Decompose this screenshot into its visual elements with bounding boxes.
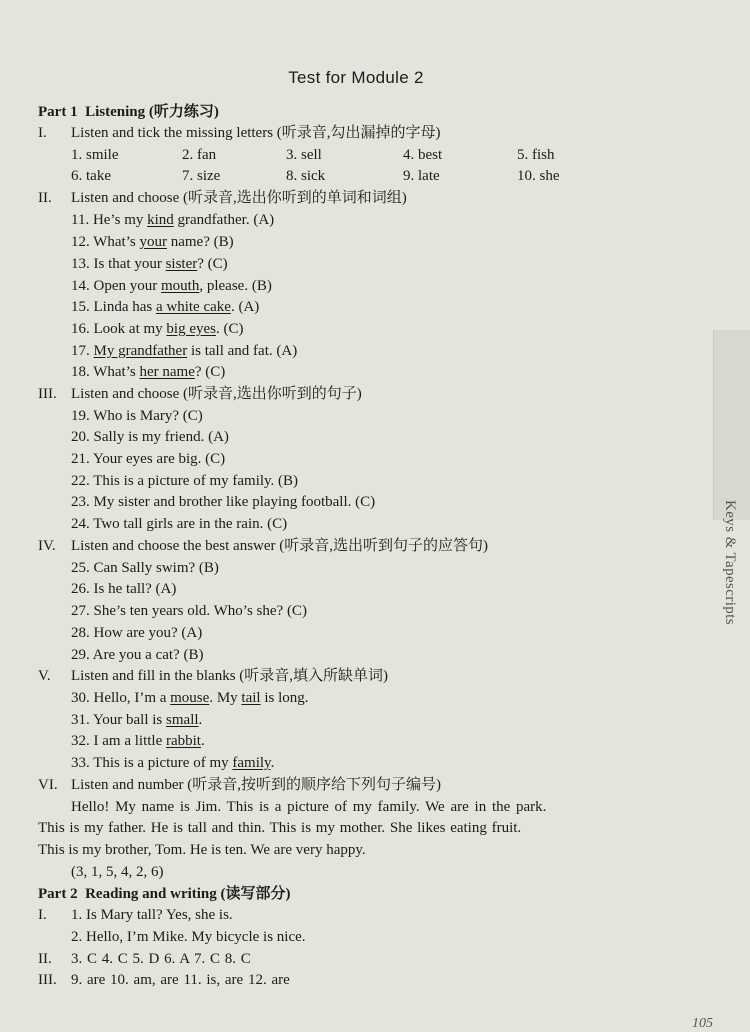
list-item: 10. she	[517, 168, 560, 184]
list-item: 23. My sister and brother like playing football. (C)	[71, 494, 376, 510]
paragraph-line: Hello! My name is Jim. This is a picture of my family. We are in the park.	[71, 799, 547, 815]
list-item: 17. My grandfather is tall and fat. (A)	[71, 343, 298, 359]
part2-num: I.	[38, 907, 47, 923]
list-item: 13. Is that your sister? (C)	[71, 256, 228, 272]
list-item: 7. size	[182, 168, 221, 184]
section-6-num: VI.	[38, 777, 58, 793]
list-item: 30. Hello, I’m a mouse. My tail is long.	[71, 690, 309, 706]
part1-heading: Part 1 Listening (听力练习)	[38, 104, 219, 120]
list-item: 31. Your ball is small.	[71, 712, 203, 728]
list-item: 2. Hello, I’m Mike. My bicycle is nice.	[71, 929, 306, 945]
list-item: 32. I am a little rabbit.	[71, 733, 205, 749]
list-item: 20. Sally is my friend. (A)	[71, 429, 229, 445]
section-1-instruction: Listen and tick the missing letters (听录音,勾出漏掉的字母)	[71, 125, 441, 141]
list-item: 25. Can Sally swim? (B)	[71, 560, 219, 576]
list-item: 9. are 10. am, are 11. is, are 12. are	[71, 972, 290, 988]
list-item: 21. Your eyes are big. (C)	[71, 451, 226, 467]
list-item: 19. Who is Mary? (C)	[71, 408, 203, 424]
list-item: 28. How are you? (A)	[71, 625, 203, 641]
section-1-num: I.	[38, 125, 47, 141]
list-item: 12. What’s your name? (B)	[71, 234, 234, 250]
section-5-instruction: Listen and fill in the blanks (听录音,填入所缺单词)	[71, 668, 389, 684]
section-4-instruction: Listen and choose the best answer (听录音,选出听到句子的应答句)	[71, 538, 489, 554]
list-item: 1. smile	[71, 147, 119, 163]
section-2-instruction: Listen and choose (听录音,选出你听到的单词和词组)	[71, 190, 407, 206]
list-item: 15. Linda has a white cake. (A)	[71, 299, 260, 315]
list-item: 4. best	[403, 147, 443, 163]
section-2-num: II.	[38, 190, 52, 206]
list-item: 11. He’s my kind grandfather. (A)	[71, 212, 275, 228]
list-item: 29. Are you a cat? (B)	[71, 647, 204, 663]
list-item: 18. What’s her name? (C)	[71, 364, 226, 380]
list-item: 8. sick	[286, 168, 326, 184]
list-item: 1. Is Mary tall? Yes, she is.	[71, 907, 233, 923]
list-item: 3. C 4. C 5. D 6. A 7. C 8. C	[71, 951, 251, 967]
list-item: 24. Two tall girls are in the rain. (C)	[71, 516, 288, 532]
section-5-num: V.	[38, 668, 51, 684]
list-item: 26. Is he tall? (A)	[71, 581, 177, 597]
section-3-num: III.	[38, 386, 57, 402]
side-label: Keys & Tapescripts	[722, 500, 738, 626]
page-title: Test for Module 2	[288, 68, 424, 87]
list-item: 6. take	[71, 168, 111, 184]
part2-num: II.	[38, 951, 52, 967]
list-item: 2. fan	[182, 147, 217, 163]
part2-num: III.	[38, 972, 57, 988]
list-item: 27. She’s ten years old. Who’s she? (C)	[71, 603, 307, 619]
list-item: 22. This is a picture of my family. (B)	[71, 473, 299, 489]
list-item: 16. Look at my big eyes. (C)	[71, 321, 244, 337]
list-item: 14. Open your mouth, please. (B)	[71, 278, 272, 294]
section-4-num: IV.	[38, 538, 56, 554]
list-item: 5. fish	[517, 147, 555, 163]
list-item: 33. This is a picture of my family.	[71, 755, 275, 771]
list-item: 3. sell	[286, 147, 322, 163]
section-6-instruction: Listen and number (听录音,按听到的顺序给下列句子编号)	[71, 777, 441, 793]
section-6-answer: (3, 1, 5, 4, 2, 6)	[71, 864, 164, 880]
page-number: 105	[692, 1016, 713, 1031]
side-tab	[713, 330, 750, 520]
part2-heading: Part 2 Reading and writing (读写部分)	[38, 886, 291, 902]
list-item: 9. late	[403, 168, 440, 184]
paragraph-line: This is my brother, Tom. He is ten. We are very happy.	[38, 842, 366, 858]
section-3-instruction: Listen and choose (听录音,选出你听到的句子)	[71, 386, 362, 402]
paragraph-line: This is my father. He is tall and thin. This is my mother. She likes eating fruit.	[38, 820, 522, 836]
